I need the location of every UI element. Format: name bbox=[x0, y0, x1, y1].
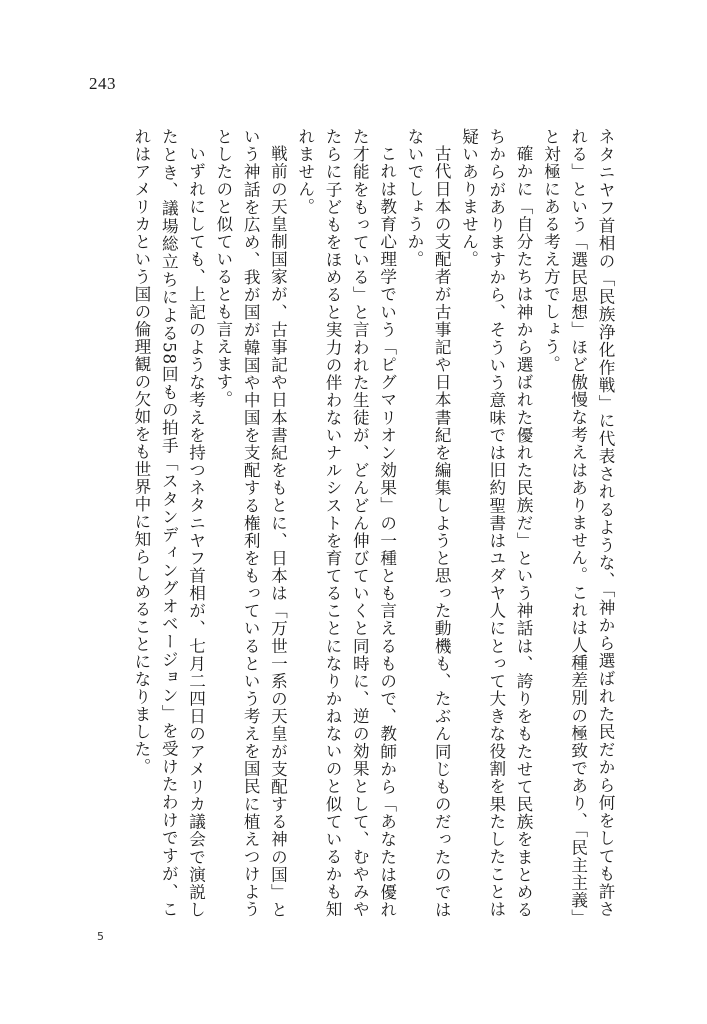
paragraph: いずれにしても、上記のような考えを持つネタニヤフ首相が、七月二四日のアメリカ議会で演説したとき、議場総立ちによる58回もの拍手「スタンディングオベージョン」を受けたわけですが、これはアメリカという国の倫理観の欠如をも世界中に知らしめることになりました。 bbox=[131, 128, 206, 918]
paragraph: 戦前の天皇制国家が、古事記や日本書紀をもとに、日本は「万世一系の天皇が支配する神の国」という神話を広め、我が国が韓国や中国を支配する権利をもっているという考えを国民に植えつけようとしたのと似ているとも言えます。 bbox=[213, 128, 288, 918]
body-text bbox=[74, 128, 619, 918]
paragraph: これは教育心理学でいう「ピグマリオン効果」の一種とも言えるもので、教師から「あなたは優れた才能をもっている」と言われた生徒が、どんどん伸びていくと同時に、逆の効果として、むやみやたらに子どもをほめると実力の伴わないナルシストを育てることになりかねないのと似ているかも知れません。 bbox=[295, 128, 397, 918]
page-number-top: 243 bbox=[89, 74, 116, 93]
page-number-bottom: 5 bbox=[97, 930, 104, 943]
paragraph: ネタニヤフ首相の「民族浄化作戦」に代表されるような、「神から選ばれた民だから何をしても許される」という「選民思想」ほど傲慢な考えはありません。これは人種差別の極致であり、「民主主義」と対極にある考え方でしょう。 bbox=[541, 128, 615, 918]
paragraph: 確かに「自分たちは神から選ばれた優れた民族だ」という神話は、誇りをもたせて民族をまとめるちからがありますから、そういう意味では旧約聖書はユダヤ人にとって大きな役割を果たしたことは疑いありません。 bbox=[459, 128, 534, 918]
paragraph: 古代日本の支配者が古事記や日本書紀を編集しようと思った動機も、たぶん同じものだったのではないでしょうか。 bbox=[404, 128, 452, 918]
